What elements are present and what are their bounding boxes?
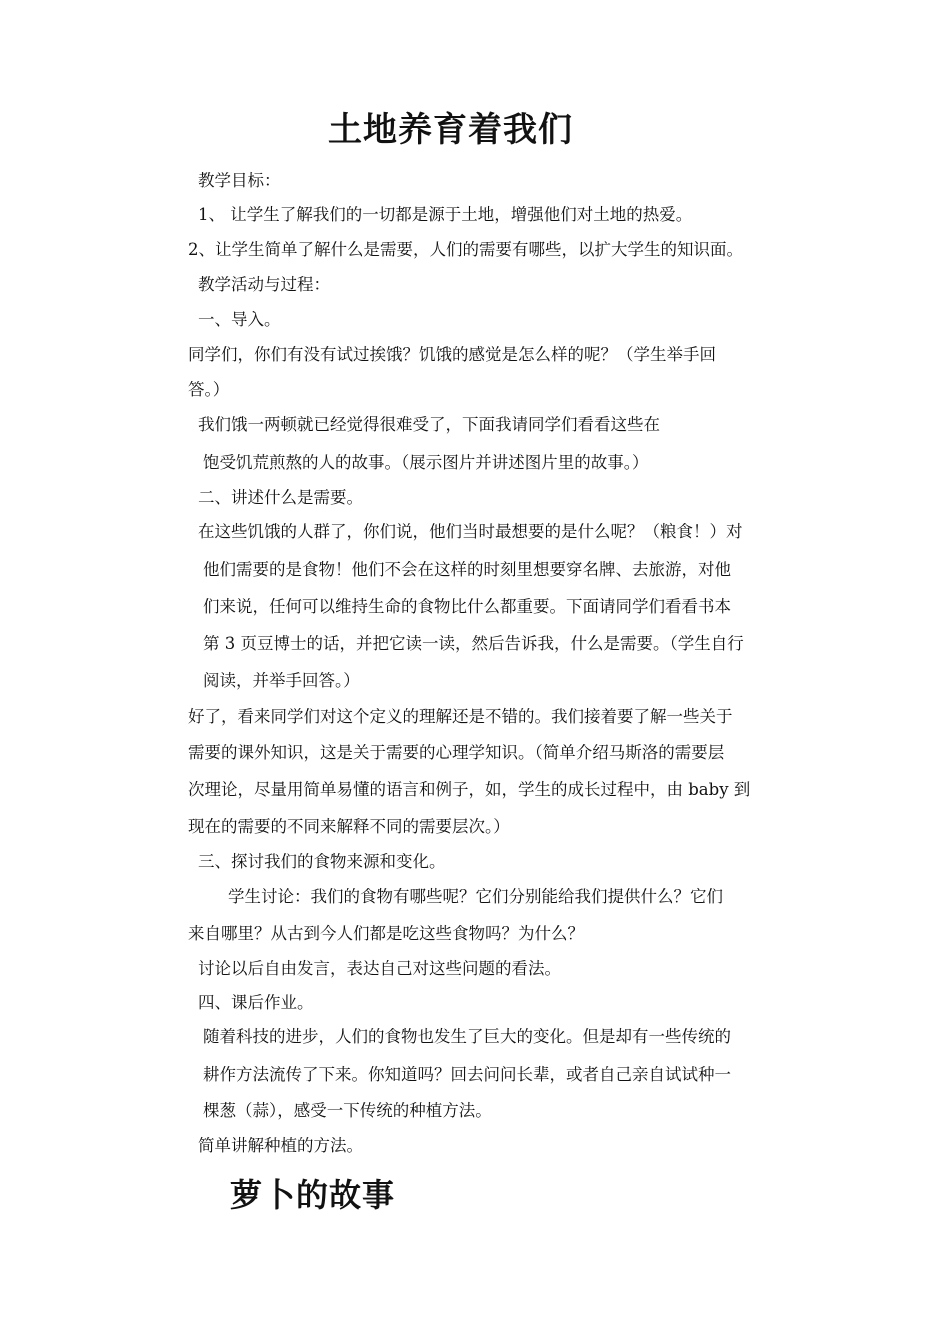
paragraph-line: 需要的课外知识，这是关于需要的心理学知识。（简单介绍马斯洛的需要层	[188, 743, 725, 762]
section-3-heading: 三、探讨我们的食物来源和变化。	[198, 852, 446, 871]
paragraph-line: 同学们，你们有没有试过挨饿？饥饿的感觉是怎么样的呢？（学生举手回	[188, 345, 716, 364]
process-heading: 教学活动与过程：	[198, 275, 330, 294]
section-4-heading: 四、课后作业。	[198, 993, 314, 1012]
paragraph-line: 随着科技的进步，人们的食物也发生了巨大的变化。但是却有一些传统的	[203, 1027, 731, 1046]
paragraph-line: 现在的需要的不同来解释不同的需要层次。）	[188, 817, 510, 836]
paragraph-line: 简单讲解种植的方法。	[198, 1136, 363, 1155]
paragraph-line: 棵葱（蒜），感受一下传统的种植方法。	[203, 1101, 492, 1120]
paragraph-line: 第 3 页豆博士的话，并把它读一读，然后告诉我，什么是需要。（学生自行	[203, 634, 744, 653]
paragraph-line: 在这些饥饿的人群了，你们说，他们当时最想要的是什么呢？（粮食！）对	[198, 522, 743, 541]
section-1-heading: 一、导入。	[198, 310, 281, 329]
objectives-heading: 教学目标：	[198, 171, 281, 190]
paragraph-line: 饱受饥荒煎熬的人的故事。（展示图片并讲述图片里的故事。）	[203, 453, 649, 472]
paragraph-line: 来自哪里？从古到今人们都是吃这些食物吗？为什么？	[188, 924, 584, 943]
paragraph-line: 答。）	[188, 380, 230, 399]
paragraph-line: 耕作方法流传了下来。你知道吗？回去问问长辈，或者自己亲自试试种一	[203, 1065, 731, 1084]
next-section-title: 萝卜的故事	[230, 1176, 396, 1214]
section-2-heading: 二、讲述什么是需要。	[198, 488, 363, 507]
paragraph-line: 好了，看来同学们对这个定义的理解还是不错的。我们接着要了解一些关于	[188, 707, 733, 726]
paragraph-line: 我们饿一两顿就已经觉得很难受了，下面我请同学们看看这些在	[198, 415, 660, 434]
paragraph-line: 讨论以后自由发言，表达自己对这些问题的看法。	[198, 959, 561, 978]
paragraph-line: 他们需要的是食物！他们不会在这样的时刻里想要穿名牌、去旅游，对他	[203, 560, 731, 579]
paragraph-line: 学生讨论：我们的食物有哪些呢？它们分别能给我们提供什么？它们	[228, 887, 723, 906]
paragraph-line: 阅读，并举手回答。）	[203, 671, 360, 690]
objective-1: 1、 让学生了解我们的一切都是源于土地，增强他们对土地的热爱。	[198, 205, 693, 224]
paragraph-line: 次理论，尽量用简单易懂的语言和例子，如，学生的成长过程中，由 baby 到	[188, 780, 751, 799]
paragraph-line: 们来说，任何可以维持生命的食物比什么都重要。下面请同学们看看书本	[203, 597, 731, 616]
document-title: 土地养育着我们	[328, 110, 573, 150]
objective-2: 2、让学生简单了解什么是需要，人们的需要有哪些，以扩大学生的知识面。	[188, 240, 743, 259]
